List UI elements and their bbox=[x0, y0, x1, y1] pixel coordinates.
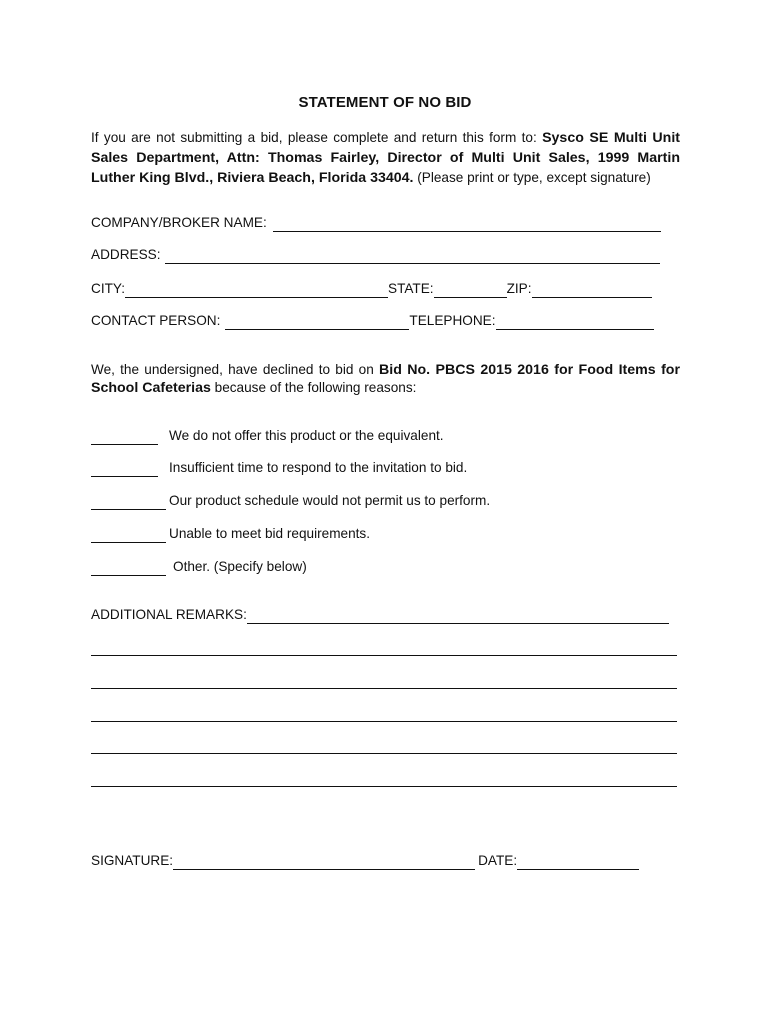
company-label: COMPANY/BROKER NAME: bbox=[91, 215, 267, 230]
remarks-row bbox=[91, 606, 669, 624]
zip-field[interactable] bbox=[532, 283, 652, 298]
state-label: STATE: bbox=[388, 281, 434, 296]
remarks-line[interactable] bbox=[91, 786, 677, 787]
date-field[interactable] bbox=[517, 855, 639, 870]
contact-field[interactable] bbox=[225, 315, 409, 330]
reason-item bbox=[91, 558, 307, 576]
reason-checkbox[interactable] bbox=[91, 495, 166, 510]
reason-item bbox=[91, 525, 370, 543]
telephone-label: TELEPHONE: bbox=[409, 313, 496, 328]
declined-suffix: because of the following reasons: bbox=[210, 380, 417, 395]
declined-statement bbox=[91, 361, 680, 397]
city-state-zip-row bbox=[91, 280, 652, 298]
signature-row bbox=[91, 852, 639, 870]
reason-item bbox=[91, 492, 490, 510]
company-field[interactable] bbox=[273, 217, 661, 232]
contact-label: CONTACT PERSON: bbox=[91, 313, 221, 328]
contact-row bbox=[91, 312, 654, 330]
signature-field[interactable] bbox=[173, 855, 475, 870]
address-label: ADDRESS: bbox=[91, 247, 161, 262]
remarks-line[interactable] bbox=[91, 688, 677, 689]
state-field[interactable] bbox=[434, 283, 507, 298]
reason-checkbox[interactable] bbox=[91, 561, 166, 576]
reason-label: Insufficient time to respond to the invitation to bid. bbox=[169, 460, 468, 475]
declined-prefix: We, the undersigned, have declined to bid on bbox=[91, 362, 379, 377]
remarks-line[interactable] bbox=[91, 753, 677, 754]
instructions-prefix: If you are not submitting a bid, please complete and return this form to: bbox=[91, 130, 543, 145]
reason-label: Unable to meet bid requirements. bbox=[169, 526, 370, 541]
address-field[interactable] bbox=[165, 249, 660, 264]
reason-checkbox[interactable] bbox=[91, 528, 166, 543]
instructions-note: (Please print or type, except signature) bbox=[413, 170, 651, 185]
remarks-label: ADDITIONAL REMARKS: bbox=[91, 607, 247, 622]
page-title: STATEMENT OF NO BID bbox=[298, 94, 472, 111]
remarks-field[interactable] bbox=[247, 609, 669, 624]
reason-checkbox[interactable] bbox=[91, 462, 158, 477]
bid-number: Bid No. PBCS 2015 2016 for Food Items for School Cafeterias bbox=[91, 362, 680, 396]
recipient-address: Sysco SE Multi Unit Sales Department, Attn: Thomas Fairley, Director of Multi Unit Sales, 1999 Martin Luther King Blvd., Riviera Beach, Florida 33404. bbox=[91, 130, 680, 186]
reason-item bbox=[91, 459, 467, 477]
remarks-line[interactable] bbox=[91, 655, 677, 656]
remarks-line[interactable] bbox=[91, 721, 677, 722]
telephone-field[interactable] bbox=[496, 315, 654, 330]
reason-item bbox=[91, 427, 444, 445]
signature-label: SIGNATURE: bbox=[91, 853, 174, 868]
company-row bbox=[91, 214, 661, 232]
reason-checkbox[interactable] bbox=[91, 430, 158, 445]
address-row bbox=[91, 246, 660, 264]
city-label: CITY: bbox=[91, 281, 125, 296]
reason-label: We do not offer this product or the equivalent. bbox=[169, 428, 444, 443]
date-label: DATE: bbox=[478, 853, 518, 868]
zip-label: ZIP: bbox=[506, 281, 532, 296]
city-field[interactable] bbox=[125, 283, 388, 298]
instructions-paragraph bbox=[91, 128, 680, 188]
reason-label: Our product schedule would not permit us to perform. bbox=[169, 493, 491, 508]
reason-label: Other. (Specify below) bbox=[173, 559, 307, 574]
